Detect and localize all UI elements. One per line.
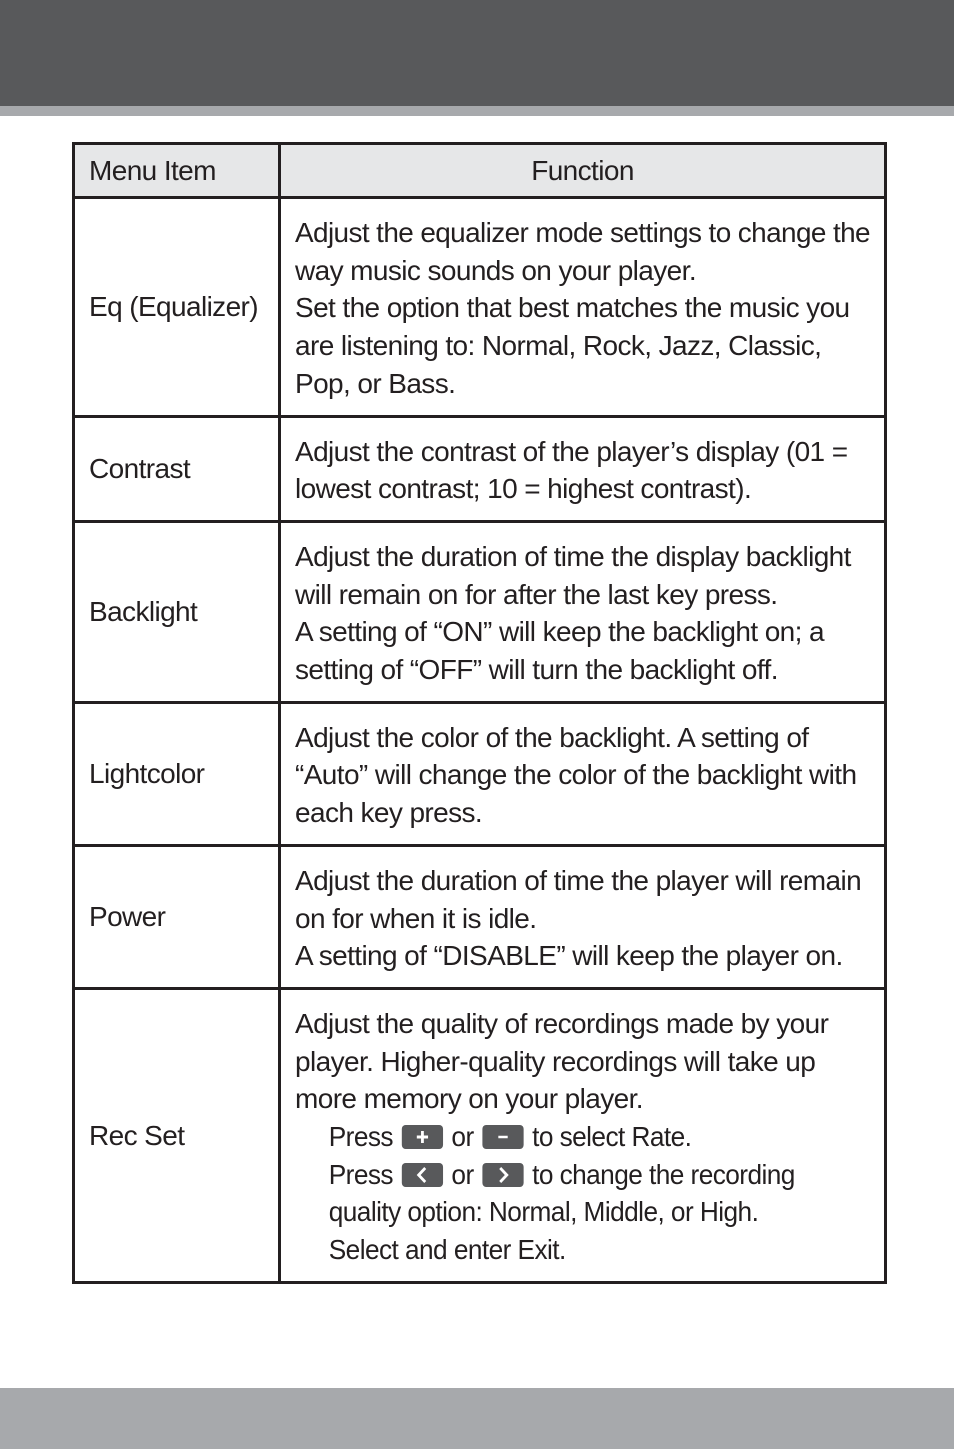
table-row	[74, 988, 886, 1282]
exit-line: Select and enter Exit.	[328, 1234, 566, 1266]
header-stripe	[0, 106, 954, 116]
table-header-row	[74, 144, 886, 198]
function-line: A setting of “ON” will keep the backlight on; a	[295, 616, 824, 648]
function-line: Adjust the equalizer mode settings to change the	[295, 217, 870, 248]
function-line: setting of “OFF” will turn the backlight off.	[295, 654, 778, 686]
function-line: on for when it is idle.	[295, 902, 537, 934]
menu-item-contrast: Contrast	[74, 416, 280, 521]
function-lightcolor	[280, 702, 886, 845]
menu-function-table	[72, 142, 887, 1284]
table-row	[74, 198, 886, 417]
table-row	[74, 702, 886, 845]
function-line: lowest contrast; 10 = highest contrast).	[295, 473, 752, 505]
function-line: Adjust the duration of time the player will remain	[295, 864, 862, 896]
function-line: player. Higher-quality recordings will take up	[295, 1045, 816, 1077]
or-word: or	[451, 1121, 474, 1153]
function-eq	[280, 198, 886, 417]
function-backlight	[280, 521, 886, 702]
quality-step	[295, 1156, 834, 1194]
right-key-icon	[482, 1163, 523, 1187]
function-line: each key press.	[295, 797, 483, 829]
function-line: Pop, or Bass.	[295, 367, 456, 399]
function-rec-set	[280, 988, 886, 1282]
press-word: Press	[328, 1121, 393, 1153]
or-word: or	[451, 1158, 474, 1190]
function-line: way music sounds on your player.	[295, 254, 697, 286]
function-line: more memory on your player.	[295, 1083, 643, 1115]
footer-band	[0, 1388, 954, 1449]
table-row	[74, 416, 886, 521]
plus-key-icon	[402, 1125, 443, 1149]
press-word: Press	[328, 1158, 393, 1190]
function-header: Function	[280, 144, 886, 198]
function-line: are listening to: Normal, Rock, Jazz, Classic,	[295, 330, 822, 362]
menu-item-lightcolor: Lightcolor	[74, 702, 280, 845]
rate-step	[295, 1118, 834, 1156]
left-key-icon	[402, 1163, 443, 1187]
function-line: Adjust the quality of recordings made by your	[295, 1007, 829, 1039]
header-band	[0, 0, 954, 106]
quality-options-line: quality option: Normal, Middle, or High.	[328, 1196, 759, 1228]
function-line: Adjust the color of the backlight. A setting of	[295, 721, 809, 753]
quality-step-tail: to change the recording	[532, 1158, 795, 1190]
function-line: Adjust the contrast of the player’s display (01 =	[295, 435, 848, 467]
table-row	[74, 845, 886, 988]
menu-item-header: Menu Item	[74, 144, 280, 198]
menu-item-backlight: Backlight	[74, 521, 280, 702]
menu-item-eq: Eq (Equalizer)	[74, 198, 280, 417]
menu-item-power: Power	[74, 845, 280, 988]
function-line: “Auto” will change the color of the backlight with	[295, 759, 857, 791]
function-line: Set the option that best matches the music you	[295, 292, 850, 324]
function-line: A setting of “DISABLE” will keep the player on.	[295, 940, 843, 972]
function-power	[280, 845, 886, 988]
menu-item-rec-set: Rec Set	[74, 988, 280, 1282]
rate-step-tail: to select Rate.	[532, 1121, 692, 1153]
function-line: will remain on for after the last key press.	[295, 578, 778, 610]
function-contrast	[280, 416, 886, 521]
function-line: Adjust the duration of time the display backlight	[295, 540, 851, 572]
minus-key-icon	[482, 1125, 523, 1149]
table-row	[74, 521, 886, 702]
